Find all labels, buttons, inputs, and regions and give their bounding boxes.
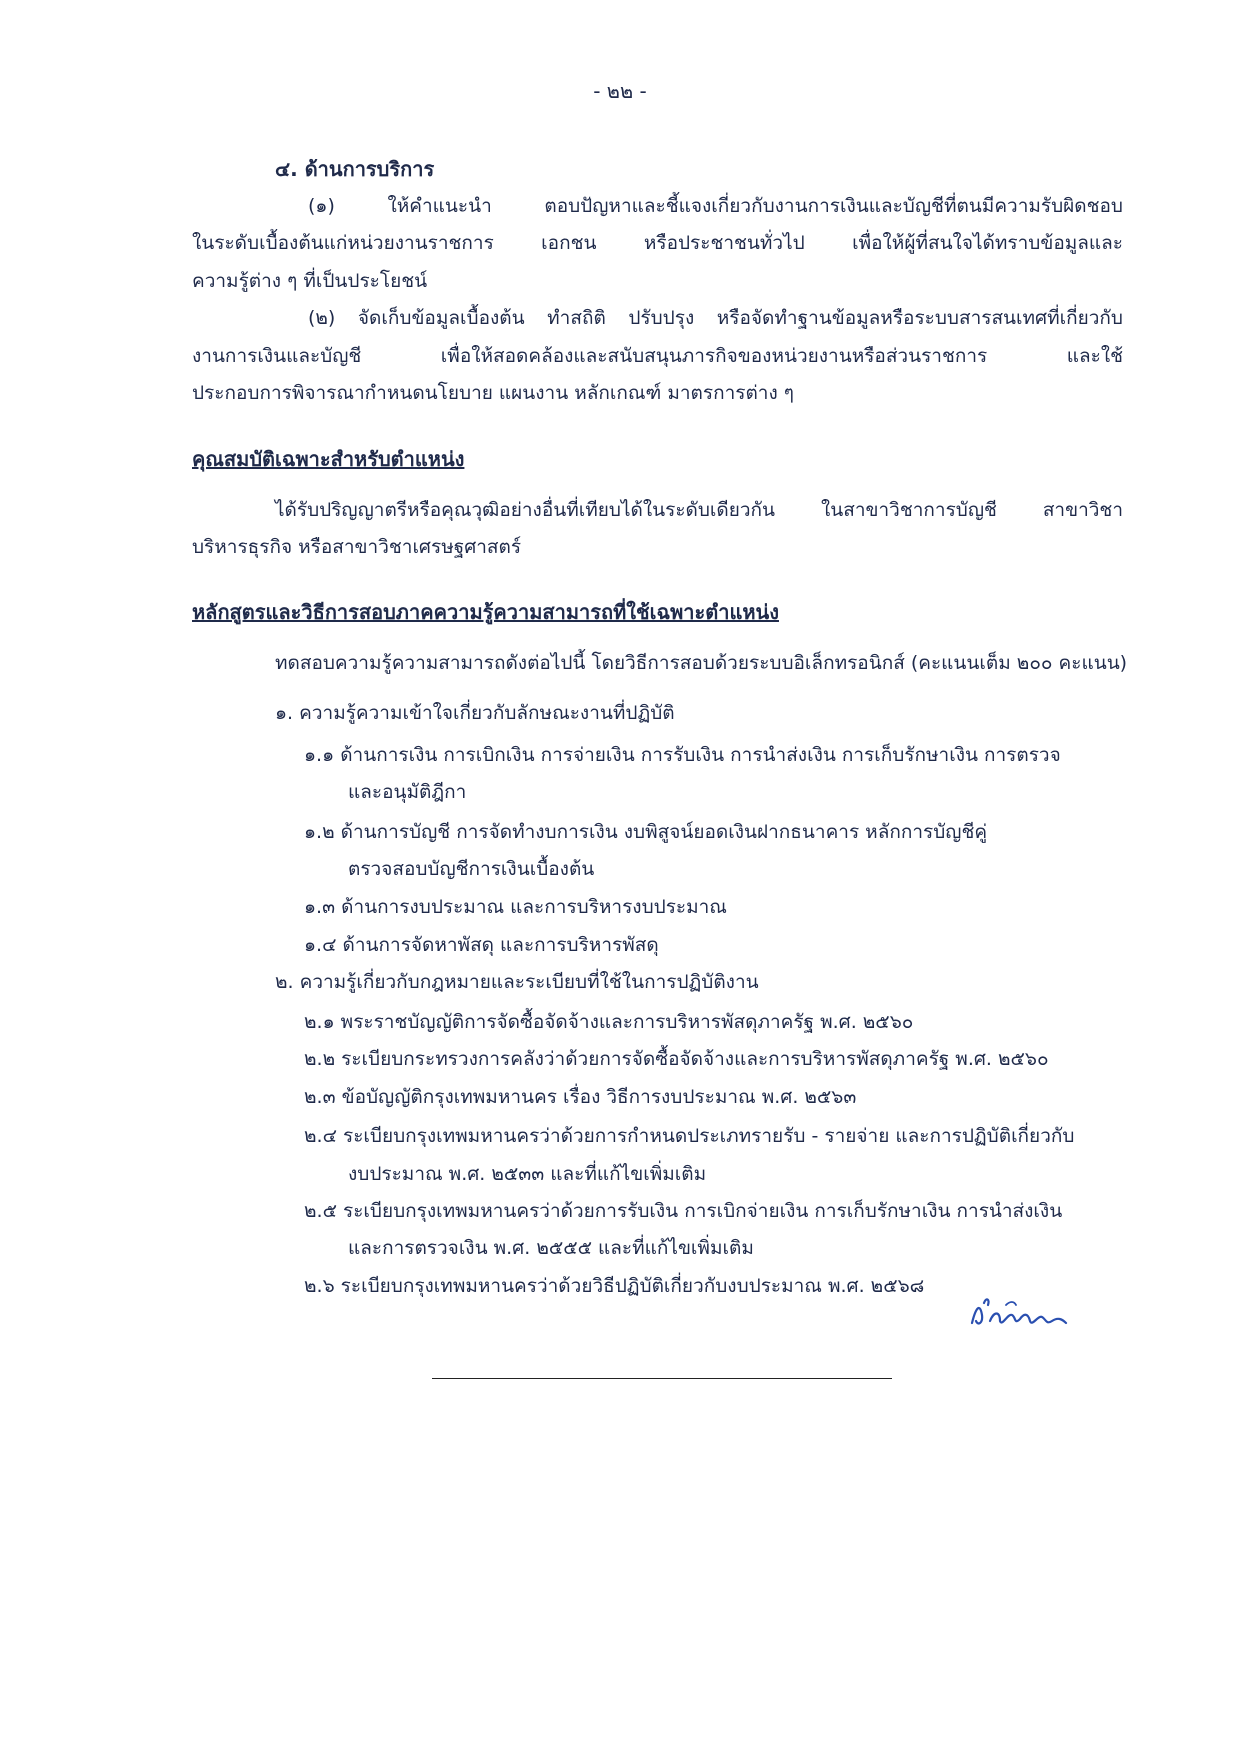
topic-1-2-line2: ตรวจสอบบัญชีการเงินเบื้องต้น — [348, 858, 595, 880]
topic-2-5-line1: ๒.๕ ระเบียบกรุงเทพมหานครว่าด้วยการรับเงิน การเบิกจ่ายเงิน การเก็บรักษาเงิน การนำส่งเงิน — [304, 1200, 1063, 1222]
curriculum-intro: ทดสอบความรู้ความสามารถดังต่อไปนี้ โดยวิธีการสอบด้วยระบบอิเล็กทรอนิกส์ (คะแนนเต็ม ๒๐๐ คะแนน) — [275, 652, 1128, 674]
topic-2-6: ๒.๖ ระเบียบกรุงเทพมหานครว่าด้วยวิธีปฏิบัติเกี่ยวกับงบประมาณ พ.ศ. ๒๕๖๘ — [304, 1275, 925, 1297]
page-number: - ๒๒ - — [593, 79, 647, 103]
service-item1-line3: ความรู้ต่าง ๆ ที่เป็นประโยชน์ — [192, 270, 428, 292]
service-item2-line1: (๒) จัดเก็บข้อมูลเบื้องต้น ทำสถิติ ปรับปรุง หรือจัดทำฐานข้อมูลหรือระบบสารสนเทศที่เกี่ยวกับ — [308, 307, 1123, 329]
topic-1-1-line2: และอนุมัติฎีกา — [348, 781, 467, 803]
topic-2-3: ๒.๓ ข้อบัญญัติกรุงเทพมหานคร เรื่อง วิธีการงบประมาณ พ.ศ. ๒๕๖๓ — [304, 1086, 857, 1108]
service-item2-line2: งานการเงินและบัญชี เพื่อให้สอดคล้องและสนับสนุนภารกิจของหน่วยงานหรือส่วนราชการ และใช้ — [192, 345, 1123, 367]
curriculum-heading: หลักสูตรและวิธีการสอบภาคความรู้ความสามารถที่ใช้เฉพาะตำแหน่ง — [192, 600, 779, 624]
topic-2-5-line2: และการตรวจเงิน พ.ศ. ๒๕๕๕ และที่แก้ไขเพิ่มเติม — [348, 1237, 754, 1259]
closing-horizontal-rule — [432, 1378, 892, 1379]
service-item1-line1: (๑) ให้คำแนะนำ ตอบปัญหาและชี้แจงเกี่ยวกับงานการเงินและบัญชีที่ตนมีความรับผิดชอบ — [308, 195, 1123, 217]
topic-2-4-line1: ๒.๔ ระเบียบกรุงเทพมหานครว่าด้วยการกำหนดประเภทรายรับ - รายจ่าย และการปฏิบัติเกี่ยวกับ — [304, 1125, 1075, 1147]
topic-1: ๑. ความรู้ความเข้าใจเกี่ยวกับลักษณะงานที่ปฏิบัติ — [275, 702, 675, 724]
topic-1-3: ๑.๓ ด้านการงบประมาณ และการบริหารงบประมาณ — [304, 896, 727, 918]
topic-2-2: ๒.๒ ระเบียบกระทรวงการคลังว่าด้วยการจัดซื้อจัดจ้างและการบริหารพัสดุภาครัฐ พ.ศ. ๒๕๖๐ — [304, 1048, 1049, 1070]
service-item1-line2: ในระดับเบื้องต้นแก่หน่วยงานราชการ เอกชน หรือประชาชนทั่วไป เพื่อให้ผู้ที่สนใจได้ทราบข้อมูลและ — [192, 232, 1123, 254]
topic-2-1: ๒.๑ พระราชบัญญัติการจัดซื้อจัดจ้างและการบริหารพัสดุภาครัฐ พ.ศ. ๒๕๖๐ — [304, 1011, 914, 1033]
topic-2-4-line2: งบประมาณ พ.ศ. ๒๕๓๓ และที่แก้ไขเพิ่มเติม — [348, 1163, 707, 1185]
service-heading: ๔. ด้านการบริการ — [275, 157, 435, 181]
qualification-heading: คุณสมบัติเฉพาะสำหรับตำแหน่ง — [192, 447, 465, 471]
topic-1-4: ๑.๔ ด้านการจัดหาพัสดุ และการบริหารพัสดุ — [304, 934, 659, 956]
topic-1-1-line1: ๑.๑ ด้านการเงิน การเบิกเงิน การจ่ายเงิน การรับเงิน การนำส่งเงิน การเก็บรักษาเงิน การตรวจ — [304, 744, 1061, 766]
handwritten-signature — [966, 1293, 1076, 1335]
qualification-line2: บริหารธุรกิจ หรือสาขาวิชาเศรษฐศาสตร์ — [192, 536, 522, 558]
service-item2-line3: ประกอบการพิจารณากำหนดนโยบาย แผนงาน หลักเกณฑ์ มาตรการต่าง ๆ — [192, 382, 794, 404]
topic-1-2-line1: ๑.๒ ด้านการบัญชี การจัดทำงบการเงิน งบพิสูจน์ยอดเงินฝากธนาคาร หลักการบัญชีคู่ — [304, 821, 988, 843]
topic-2: ๒. ความรู้เกี่ยวกับกฎหมายและระเบียบที่ใช้ในการปฏิบัติงาน — [275, 971, 759, 993]
qualification-line1: ได้รับปริญญาตรีหรือคุณวุฒิอย่างอื่นที่เทียบได้ในระดับเดียวกัน ในสาขาวิชาการบัญชี สาขาวิชา — [275, 499, 1123, 521]
